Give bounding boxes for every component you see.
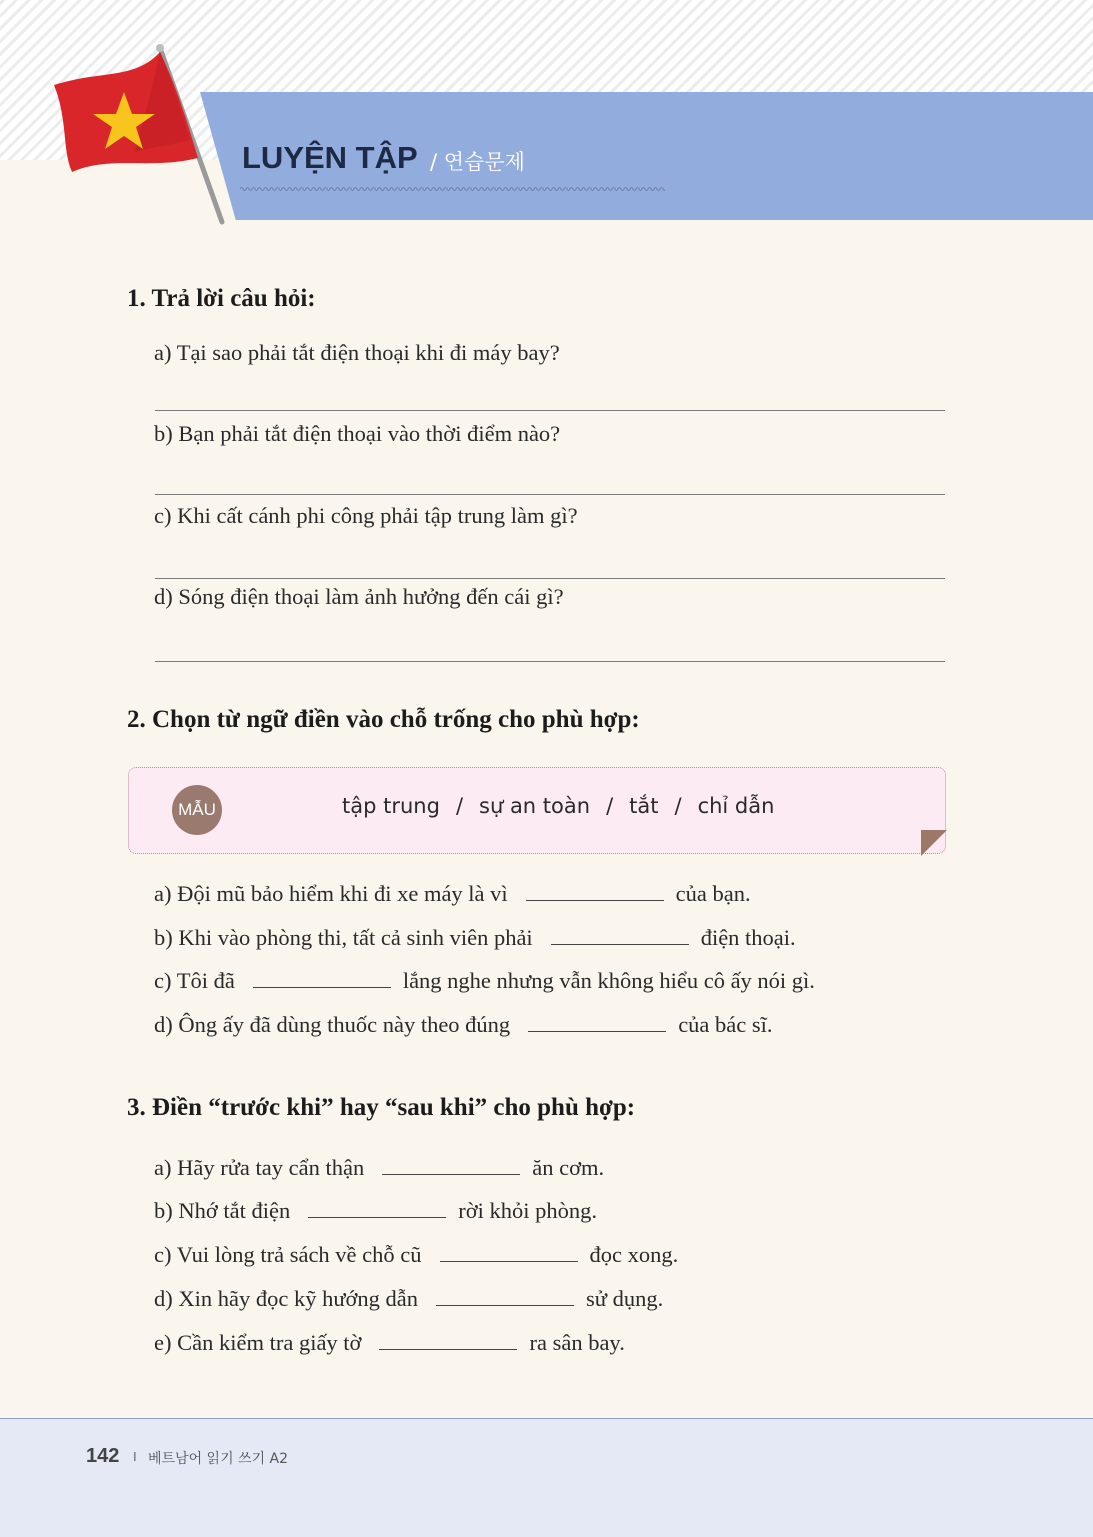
section1-question-d: d) Sóng điện thoại làm ảnh hưởng đến cái gì? bbox=[154, 584, 564, 609]
section3-item-d bbox=[154, 1286, 663, 1312]
item-text: d) Xin hãy đọc kỹ hướng dẫn bbox=[154, 1286, 419, 1311]
fill-blank[interactable] bbox=[253, 969, 391, 988]
vietnam-flag-icon bbox=[40, 40, 240, 230]
section1-question-c: c) Khi cất cánh phi công phải tập trung làm gì? bbox=[154, 503, 578, 528]
fill-blank[interactable] bbox=[382, 1156, 520, 1175]
word-separator: / bbox=[674, 794, 682, 818]
word-separator: / bbox=[455, 794, 464, 818]
item-text: lắng nghe nhưng vẫn không hiểu cô ấy nói gì. bbox=[402, 968, 815, 993]
section1-question-a: a) Tại sao phải tắt điện thoại khi đi máy bay? bbox=[154, 340, 560, 365]
item-text: của bác sĩ. bbox=[678, 1012, 773, 1037]
item-text: c) Tôi đã bbox=[154, 968, 235, 993]
word-bank-item: chỉ dẫn bbox=[697, 794, 775, 818]
section1-heading: 1. Trả lời câu hỏi: bbox=[127, 285, 316, 312]
item-text: đọc xong. bbox=[589, 1242, 679, 1267]
item-text: của bạn. bbox=[675, 881, 751, 906]
word-separator: / bbox=[606, 794, 614, 818]
book-title: 베트남어 읽기 쓰기 A2 bbox=[148, 1451, 289, 1467]
page-title: LUYỆN TẬP bbox=[242, 140, 418, 175]
word-bank-item: tắt bbox=[629, 794, 659, 818]
word-bank-item: tập trung bbox=[342, 794, 440, 818]
section3-item-a bbox=[154, 1155, 604, 1181]
fill-blank[interactable] bbox=[440, 1243, 578, 1262]
example-badge: MẪU bbox=[172, 785, 222, 835]
item-text: a) Đội mũ bảo hiểm khi đi xe máy là vì bbox=[154, 881, 508, 906]
section2-item-d bbox=[154, 1012, 773, 1038]
section3-item-b bbox=[154, 1198, 597, 1224]
item-text: điện thoại. bbox=[700, 925, 796, 950]
page-subtitle: / 연습문제 bbox=[430, 150, 525, 174]
answer-line-c[interactable] bbox=[155, 578, 945, 579]
fill-blank[interactable] bbox=[308, 1199, 446, 1218]
item-text: ra sân bay. bbox=[529, 1330, 625, 1355]
footer-divider: I bbox=[133, 1449, 137, 1464]
item-text: e) Cần kiểm tra giấy tờ bbox=[154, 1330, 362, 1355]
fill-blank[interactable] bbox=[526, 882, 664, 901]
item-text: a) Hãy rửa tay cẩn thận bbox=[154, 1155, 365, 1180]
answer-line-d[interactable] bbox=[155, 661, 945, 662]
section2-heading: 2. Chọn từ ngữ điền vào chỗ trống cho phù hợp: bbox=[127, 706, 640, 733]
answer-line-a[interactable] bbox=[155, 410, 945, 411]
fill-blank[interactable] bbox=[379, 1331, 517, 1350]
section2-item-b bbox=[154, 925, 796, 951]
item-text: b) Nhớ tắt điện bbox=[154, 1198, 291, 1223]
section2-item-c bbox=[154, 968, 815, 994]
section1-question-b: b) Bạn phải tắt điện thoại vào thời điểm nào? bbox=[154, 421, 561, 446]
title-wave-underline bbox=[240, 185, 665, 193]
section2-item-a bbox=[154, 881, 751, 907]
section3-item-e bbox=[154, 1330, 625, 1356]
fill-blank[interactable] bbox=[551, 926, 689, 945]
word-bank bbox=[342, 794, 774, 818]
page-footer bbox=[0, 1418, 1093, 1537]
item-text: c) Vui lòng trả sách về chỗ cũ bbox=[154, 1242, 422, 1267]
page-number: 142 bbox=[86, 1445, 120, 1467]
item-text: b) Khi vào phòng thi, tất cả sinh viên phải bbox=[154, 925, 533, 950]
word-bank-item: sự an toàn bbox=[479, 794, 591, 818]
fill-blank[interactable] bbox=[436, 1287, 574, 1306]
item-text: sử dụng. bbox=[586, 1286, 664, 1311]
item-text: ăn cơm. bbox=[532, 1155, 605, 1180]
fill-blank[interactable] bbox=[528, 1013, 666, 1032]
item-text: rời khỏi phòng. bbox=[458, 1198, 598, 1223]
item-text: d) Ông ấy đã dùng thuốc này theo đúng bbox=[154, 1012, 511, 1037]
section3-heading: 3. Điền “trước khi” hay “sau khi” cho phù hợp: bbox=[127, 1094, 636, 1121]
section3-item-c bbox=[154, 1242, 678, 1268]
answer-line-b[interactable] bbox=[155, 494, 945, 495]
